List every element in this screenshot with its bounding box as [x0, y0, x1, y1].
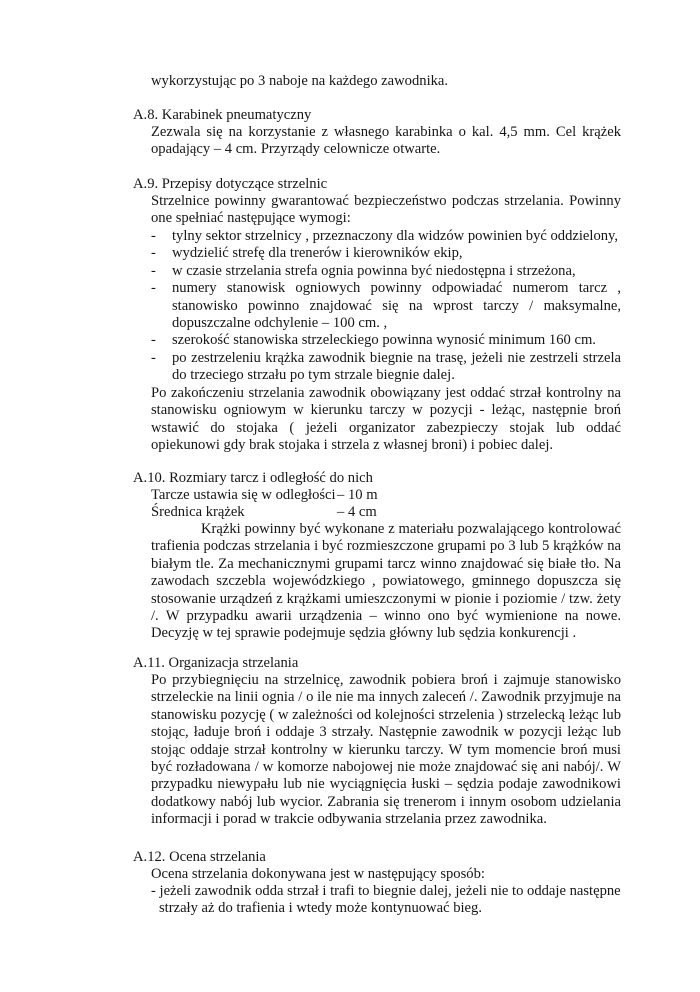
row-value: – 4 cm	[337, 504, 377, 520]
table-row	[151, 504, 377, 521]
row-label: Tarcze ustawia się w odległości	[151, 487, 336, 503]
row-value: – 10 m	[337, 487, 378, 503]
table-row	[151, 487, 378, 504]
section-a11-heading: A.11. Organizacja strzelania	[133, 655, 299, 671]
section-a9-intro: Strzelnice powinny gwarantować bezpieczeństwo podczas strzelania. Powinny one spełniać następujące wymogi:	[151, 193, 621, 227]
list-item: - tylny sektor strzelnicy , przeznaczony dla widzów powinien być oddzielony,	[151, 228, 619, 244]
section-a10-text: Krążki powinny być wykonane z materiału pozwalającego kontrolować trafienia podczas strzelania i być rozmieszczone grupami po 3 lub 5 krążków na białym tle. Za mechanicznymi grupami tarcz winno znajdować się białe tło. Na zawodach szczebla wojewódzkiego , powiatowego, gminnego dopuszcza się stosowanie urządzeń z krążkami umieszczonymi w pionie i poziomie / tzw. żety /. W przypadku awarii urządzenia – winno ono być wymienione na nowe. Decyzję w tej sprawie podejmuje sędzia główny lub sędzia konkurencji .	[151, 521, 621, 642]
list-item: - szerokość stanowiska strzeleckiego powinna wynosić minimum 160 cm.	[151, 332, 596, 349]
section-a12-item: - jeżeli zawodnik odda strzał i trafi to biegnie dalej, jeżeli nie to oddaje następne strzały aż do trafienia i wtedy może kontynuować bieg.	[151, 883, 621, 917]
section-a12-heading: A.12. Ocena strzelania	[133, 849, 266, 865]
list-item: - po zestrzeleniu krążka zawodnik biegnie na trasę, jeżeli nie zestrzeli strzela do trzeciego strzału po tym strzale biegnie dalej.	[151, 349, 621, 384]
section-a9-heading: A.9. Przepisy dotyczące strzelnic	[133, 176, 328, 192]
list-item: - numery stanowisk ogniowych powinny odpowiadać numerom tarcz , stanowisko powinno znajdować się na wprost tarczy / maksymalne, dopuszczalne odchylenie – 100 cm. ,	[151, 280, 621, 332]
section-a8-heading: A.8. Karabinek pneumatyczny	[133, 107, 312, 123]
section-a12-intro: Ocena strzelania dokonywana jest w następujący sposób:	[151, 866, 485, 882]
section-a8-text: Zezwala się na korzystanie z własnego karabinka o kal. 4,5 mm. Cel krążek opadający – 4 cm. Przyrządy celownicze otwarte.	[151, 124, 621, 158]
list-item: - wydzielić strefę dla trenerów i kierowników ekip,	[151, 245, 463, 262]
row-label: Średnica krążek	[151, 504, 245, 520]
section-a9-list	[151, 228, 621, 385]
intro-line: wykorzystując po 3 naboje na każdego zawodnika.	[151, 73, 449, 89]
section-a9-closing: Po zakończeniu strzelania zawodnik obowiązany jest oddać strzał kontrolny na stanowisku ogniowym w kierunku tarczy w pozycji - leżąc, następnie broń wstawić do stojaka ( jeżeli organizator zabezpieczy stojak lub oddać opiekunowi gdy brak stojaka i strzela z własnej broni) i pobiec dalej.	[151, 385, 621, 454]
list-item: - w czasie strzelania strefa ognia powinna być niedostępna i strzeżona,	[151, 262, 576, 279]
section-a11-text: Po przybiegnięciu na strzelnicę, zawodnik pobiera broń i zajmuje stanowisko strzeleckie na linii ognia / o ile nie ma innych zaleceń /. Zawodnik przyjmuje na stanowisku pozycję ( w zależności od kolejności strzelenia ) strzelecką leżąc lub stojąc, ładuje broń i oddaje 3 strzały. Następnie zawodnik w pozycji leżąc lub stojąc oddaje strzał kontrolny w kierunku tarczy. W tym momencie broń musi być rozładowana / w komorze nabojowej nie może znajdować się ani nabój/. W przypadku niewypału lub nie wyciągnięcia łuski – sędzia podaje zawodnikowi dodatkowy nabój lub wycior. Zabrania się trenerom i innym osobom udzielania informacji i porad w trakcie odbywania strzelania przez zawodnika.	[151, 672, 621, 828]
section-a10-heading: A.10. Rozmiary tarcz i odległość do nich	[133, 470, 373, 486]
